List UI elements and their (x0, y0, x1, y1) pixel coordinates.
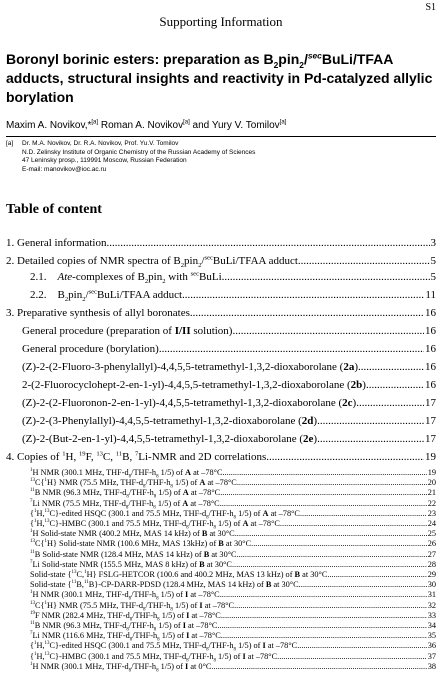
toc-entry[interactable] (22, 432, 436, 446)
toc-leader-dots (297, 641, 427, 651)
toc-leader-dots (220, 499, 427, 509)
toc-entry-page: 16 (425, 379, 436, 391)
author-list: Maxim A. Novikov,*[a] Roman A. Novikov[a] and Yury V. Tomilov[a] (6, 119, 287, 131)
toc-leader-dots (190, 306, 424, 320)
toc-entry-page: 16 (425, 325, 436, 337)
toc-entry-title: 2.2. $B_2pin_2/^{sec}BuLi$/TFAA adduct (30, 288, 183, 304)
toc-entry-page: 16 (425, 361, 436, 373)
toc-entry[interactable] (30, 519, 436, 529)
toc-entry-title: {$^1$H,$^{13}$C}-HMBC (300.1 and 75.5 MHz, THF-$d_8/THF-h_8$ 1/5) of A at –78°C (30, 519, 280, 531)
toc-entry-page: 17 (425, 433, 436, 445)
affiliation-line: 47 Leninsky prosp., 119991 Moscow, Russian Federation (22, 157, 187, 164)
toc-entry-page: 31 (427, 590, 436, 600)
toc-entry-title: 4. Copies of $^1$H, $^{19}$F, $^{13}$C, $^{11}$B, $^7$Li-NMR and 2D correlations (6, 450, 267, 463)
page-number: S1 (425, 2, 436, 13)
toc-entry[interactable] (6, 306, 436, 320)
toc-entry-title: $^1$H NMR (300.1 MHz, THF-$d_8/THF-h_8$ 1/5) of I at –78°C (30, 590, 220, 603)
toc-leader-dots (222, 468, 426, 478)
toc-leader-dots (356, 396, 424, 410)
toc-entry[interactable] (22, 378, 436, 392)
toc-leader-dots (277, 652, 427, 662)
toc-leader-dots (211, 662, 426, 672)
toc-entry-page: 19 (425, 451, 436, 463)
toc-entry[interactable] (30, 529, 436, 539)
toc-entry-page: 28 (427, 559, 436, 569)
toc-entry-title: $^{19}$F NMR (282.4 MHz, THF-$d_8/THF-h_8$ 1/5) of I at –78°C (30, 610, 221, 623)
toc-entry-page: 16 (425, 343, 436, 355)
toc-leader-dots (182, 288, 424, 302)
toc-entry-page: 36 (427, 641, 436, 651)
header-divider (6, 136, 436, 137)
toc-entry-title: $^1$H NMR (300.1 MHz, THF-$d_8/THF-h_8$ 1/5) of A at –78°C (30, 468, 223, 480)
toc-leader-dots (317, 414, 424, 428)
paper-title: Boronyl borinic esters: preparation as $B_2pin_2/^{sec}BuLi$/TFAA adducts, structural insights and reactivity in Pd-catalyzed allylic borylation (6, 50, 433, 105)
toc-entry[interactable] (30, 621, 436, 631)
toc-entry-title: $^1$H NMR (300.1 MHz, THF-$d_8/THF-h_8$ 1/5) of I at 0°C (30, 661, 212, 674)
toc-leader-dots (234, 601, 427, 611)
toc-entry[interactable] (22, 414, 436, 428)
toc-leader-dots (237, 478, 427, 488)
toc-leader-dots (358, 360, 424, 374)
toc-entry-title: $^{11}$B NMR (96.3 MHz, THF-$d_8/THF-h_8$ 1/5) of A at –78°C (30, 488, 221, 501)
toc-entry-title: (Z)-2-(2-Fluoro-3-phenylallyl)-4,4,5,5-tetramethyl-1,3,2-dioxaborolane (2a) (22, 361, 359, 373)
toc-entry-title: $^{13}$C{$^1$H} NMR (75.5 MHz, THF-$d_8/THF-h_8$ 1/5) of I at –78°C (30, 600, 235, 613)
toc-entry-page: 33 (427, 610, 436, 620)
toc-entry[interactable] (22, 396, 436, 410)
toc-entry[interactable] (30, 631, 436, 641)
toc-leader-dots (221, 631, 427, 641)
toc-entry-page: 5 (430, 255, 436, 267)
toc-entry-title: $^{13}$C{$^1$H} NMR (75.5 MHz, THF-$d_8/THF-h_8$ 1/5) of A at –78°C (30, 478, 237, 490)
toc-entry[interactable] (30, 478, 436, 488)
toc-leader-dots (232, 324, 424, 338)
toc-entry-page: 25 (427, 529, 436, 539)
toc-entry-title: $^7$Li NMR (116.6 MHz, THF-$d_8/THF-h_8$ 1/5) of I at –78°C (30, 631, 221, 643)
toc-leader-dots (220, 488, 427, 498)
toc-entry-title: General procedure (borylation) (22, 343, 159, 355)
toc-leader-dots (299, 580, 427, 590)
toc-entry-title: {$^1$H,$^{13}$C}-edited HSQC (300.1 and 75.5 MHz, THF-$d_8/THF-h_8$ 1/5) of I at –78°C (30, 641, 298, 654)
toc-leader-dots (280, 519, 427, 529)
toc-entry-page: 37 (427, 651, 436, 661)
toc-entry-page: 19 (427, 468, 436, 477)
toc-entry[interactable] (30, 499, 436, 509)
toc-entry[interactable] (30, 488, 436, 501)
toc-leader-dots (217, 621, 426, 631)
toc-leader-dots (222, 270, 430, 284)
toc-leader-dots (317, 432, 424, 446)
toc-entry-title: 2-(2-Fluorocyclohept-2-en-1-yl)-4,4,5,5-tetramethyl-1,3,2-dioxaborolane (2b) (22, 379, 366, 391)
toc-entry[interactable] (30, 560, 436, 570)
toc-entry[interactable] (30, 580, 436, 590)
toc-entry-page: 23 (427, 508, 436, 518)
toc-entry-title: 1. General information (6, 237, 107, 249)
toc-entry-page: 38 (427, 661, 436, 671)
toc-entry-title: $^1$H Solid-state NMR (400.2 MHz, MAS 14 kHz) of B at 30°C (30, 529, 235, 539)
toc-entry-title: (Z)-2-(3-Phenylallyl)-4,4,5,5-tetramethyl-1,3,2-dioxaborolane (2d) (22, 415, 318, 427)
toc-entry[interactable] (30, 468, 436, 478)
affiliation-line: N.D. Zelinsky Institute of Organic Chemistry of the Russian Academy of Sciences (22, 148, 256, 156)
toc-entry[interactable] (22, 324, 436, 338)
toc-entry[interactable] (30, 652, 436, 662)
toc-entry-page: 5 (430, 271, 436, 283)
toc-entry-page: 16 (425, 307, 436, 319)
toc-entry[interactable] (30, 570, 436, 580)
toc-entry-title: $^7$Li NMR (75.5 MHz, THF-$d_8/THF-h_8$ 1/5) of A at –78°C (30, 498, 220, 511)
toc-entry[interactable] (6, 236, 436, 250)
toc-entry-page: 29 (427, 570, 436, 579)
toc-entry[interactable] (30, 509, 436, 519)
toc-entry-title: 2. Detailed copies of NMR spectra of $B_2pin_2/^{sec}BuLi$/TFAA adduct (6, 254, 298, 270)
toc-entry-page: 35 (427, 631, 436, 641)
toc-leader-dots (327, 570, 426, 580)
affiliation-line: Dr. M.A. Novikov, Dr. R.A. Novikov, Prof. Yu.V. Tomilov (22, 140, 179, 147)
toc-entry-page: 27 (427, 549, 436, 559)
toc-entry-page: 17 (425, 415, 436, 427)
toc-entry-title: {$^1$H,$^{13}$C}-HMBC (300.1 and 75.5 MHz, THF-$d_8/THF-h_8$ 1/5) of I at –78°C (30, 651, 278, 664)
toc-leader-dots (235, 529, 427, 539)
toc-leader-dots (298, 254, 430, 268)
toc-entry-page: 30 (427, 580, 436, 590)
toc-leader-dots (266, 450, 424, 464)
toc-entry-title: 2.1. Ate-complexes of $B_2pin_2$ with $^{sec}$BuLi (30, 270, 222, 286)
affiliation-line: E-mail: manovikov@ioc.ac.ru (22, 165, 107, 173)
toc-leader-dots (300, 509, 427, 519)
toc-entry[interactable] (30, 550, 436, 560)
affiliation-mark: [a] (6, 140, 14, 147)
toc-leader-dots (220, 590, 427, 600)
toc-entry[interactable] (6, 254, 436, 268)
toc-leader-dots (232, 560, 427, 570)
toc-entry-title: $^{11}$B NMR (96.3 MHz, THF-$d_8/THF-h_8$ 1/5) of I at –78°C (30, 621, 218, 633)
toc-entry-page: 32 (427, 600, 436, 610)
toc-entry[interactable] (30, 601, 436, 611)
toc-entry[interactable] (30, 288, 436, 302)
toc-entry[interactable] (30, 611, 436, 621)
toc-entry[interactable] (22, 360, 436, 374)
toc-entry[interactable] (6, 450, 436, 464)
toc-entry-page: 17 (425, 397, 436, 409)
toc-entry-title: (Z)-2-(2-Fluoronon-2-en-1-yl)-4,4,5,5-tetramethyl-1,3,2-dioxaborolane (2c) (22, 397, 357, 409)
toc-entry[interactable] (30, 590, 436, 603)
toc-entry-title: $^7$Li Solid-state NMR (155.5 MHz, MAS 8 kHz) of B at 30°C (30, 559, 232, 569)
toc-leader-dots (107, 236, 430, 250)
toc-entry-page: 24 (427, 519, 436, 528)
toc-entry[interactable] (30, 662, 436, 672)
toc-entry-page: 26 (427, 539, 436, 549)
running-header: Supporting Information (159, 14, 283, 29)
toc-leader-dots (251, 539, 427, 549)
toc-heading: Table of content (6, 202, 102, 217)
toc-leader-dots (159, 342, 424, 356)
toc-entry-page: 20 (427, 478, 436, 488)
toc-entry[interactable] (22, 342, 436, 356)
toc-entry-page: 34 (427, 621, 436, 630)
toc-entry-title: $^{13}$C{$^1$H} Solid-state NMR (100.6 MHz, MAS 13kHz) of B at 30°C (30, 539, 252, 549)
toc-entry-title: 3. Preparative synthesis of allyl boronates (6, 307, 190, 319)
toc-entry-page: 3 (430, 237, 436, 249)
toc-entry-title: $^{11}$B Solid-state NMR (128.4 MHz, MAS 14 kHz) of B at 30°C (30, 549, 237, 559)
toc-entry[interactable] (30, 270, 436, 284)
toc-entry-title: {$^1$H,$^{13}$C}-edited HSQC (300.1 and 75.5 MHz, THF-$d_8/THF-h_8$ 1/5) of A at –78°C (30, 508, 300, 521)
toc-entry[interactable] (30, 539, 436, 549)
toc-entry-page: 22 (427, 498, 436, 508)
toc-entry-title: Solid-state {$^{11}$B,$^{11}$B}-CP-DARR-PDSD (128.4 MHz, MAS 14 kHz) of B at 30°C (30, 580, 299, 590)
toc-entry-title: Solid-state {$^{13}$C,$^1$H} FSLG-HETCOR (100.6 and 400.2 MHz, MAS 13 kHz) of B at 30°C (30, 570, 328, 579)
toc-entry-title: General procedure (preparation of I/II solution) (22, 325, 233, 337)
toc-leader-dots (366, 378, 424, 392)
toc-entry-page: 11 (425, 289, 436, 301)
toc-leader-dots (221, 611, 427, 621)
toc-leader-dots (237, 550, 427, 560)
toc-entry-title: (Z)-2-(But-2-en-1-yl)-4,4,5,5-tetramethyl-1,3,2-dioxaborolane (2e) (22, 433, 318, 445)
toc-entry-page: 21 (427, 488, 436, 498)
toc-entry[interactable] (30, 641, 436, 654)
